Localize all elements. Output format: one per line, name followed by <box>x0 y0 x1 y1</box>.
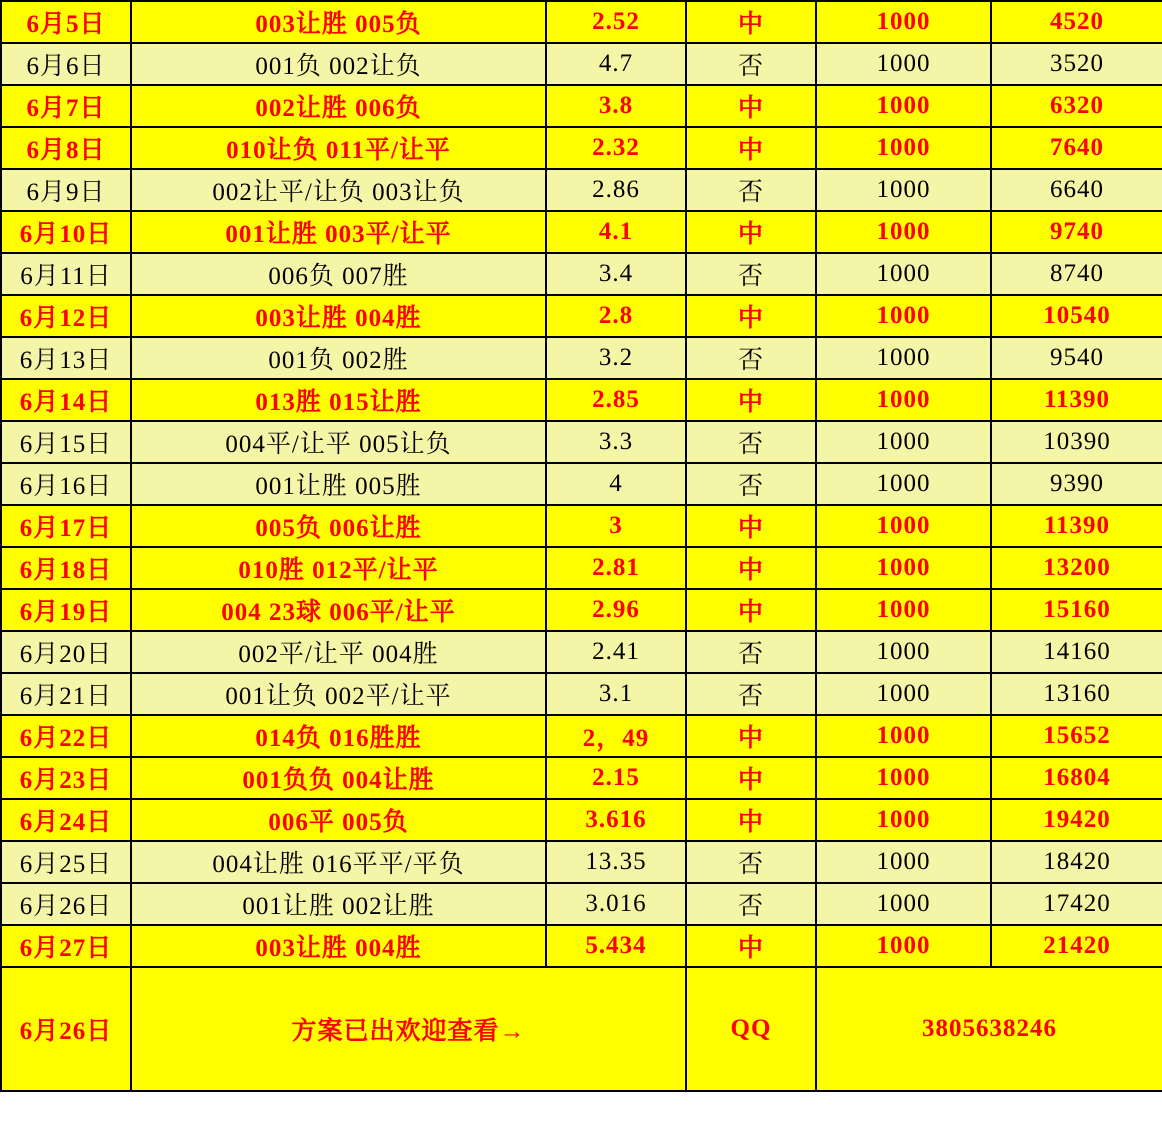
cell-date: 6月14日 <box>1 379 131 421</box>
table-row <box>1 925 1162 967</box>
cell-pick: 001让负 002平/让平 <box>131 673 546 715</box>
cell-profit: 9740 <box>991 211 1162 253</box>
table-row <box>1 1 1162 43</box>
cell-odds: 2.41 <box>546 631 686 673</box>
table-row <box>1 505 1162 547</box>
cell-date: 6月26日 <box>1 883 131 925</box>
promo-qq-number[interactable]: 3805638246 <box>816 967 1162 1091</box>
table-row <box>1 337 1162 379</box>
cell-stake: 1000 <box>816 757 991 799</box>
cell-profit: 18420 <box>991 841 1162 883</box>
table-row <box>1 547 1162 589</box>
cell-date: 6月5日 <box>1 1 131 43</box>
cell-stake: 1000 <box>816 295 991 337</box>
cell-odds: 2.96 <box>546 589 686 631</box>
cell-pick: 010胜 012平/让平 <box>131 547 546 589</box>
cell-stake: 1000 <box>816 127 991 169</box>
cell-odds: 2.8 <box>546 295 686 337</box>
cell-odds: 2.85 <box>546 379 686 421</box>
promo-row <box>1 967 1162 1091</box>
cell-odds: 3.016 <box>546 883 686 925</box>
cell-date: 6月20日 <box>1 631 131 673</box>
cell-hit: 中 <box>686 1 816 43</box>
table-row <box>1 253 1162 295</box>
cell-stake: 1000 <box>816 547 991 589</box>
cell-profit: 11390 <box>991 505 1162 547</box>
cell-date: 6月6日 <box>1 43 131 85</box>
cell-stake: 1000 <box>816 799 991 841</box>
cell-hit: 中 <box>686 211 816 253</box>
cell-date: 6月22日 <box>1 715 131 757</box>
cell-profit: 10540 <box>991 295 1162 337</box>
cell-profit: 6640 <box>991 169 1162 211</box>
cell-pick: 003让胜 004胜 <box>131 295 546 337</box>
cell-odds: 4.7 <box>546 43 686 85</box>
cell-stake: 1000 <box>816 337 991 379</box>
cell-pick: 004让胜 016平平/平负 <box>131 841 546 883</box>
cell-pick: 002让平/让负 003让负 <box>131 169 546 211</box>
cell-odds: 2，49 <box>546 715 686 757</box>
cell-odds: 2.52 <box>546 1 686 43</box>
cell-profit: 15160 <box>991 589 1162 631</box>
cell-odds: 4.1 <box>546 211 686 253</box>
cell-hit: 否 <box>686 253 816 295</box>
promo-message[interactable]: 方案已出欢迎查看→ <box>131 967 686 1091</box>
cell-odds: 3.4 <box>546 253 686 295</box>
cell-profit: 13160 <box>991 673 1162 715</box>
cell-date: 6月25日 <box>1 841 131 883</box>
cell-date: 6月16日 <box>1 463 131 505</box>
cell-pick: 003让胜 004胜 <box>131 925 546 967</box>
table-row <box>1 715 1162 757</box>
cell-pick: 001让胜 002让胜 <box>131 883 546 925</box>
table-row <box>1 799 1162 841</box>
cell-date: 6月17日 <box>1 505 131 547</box>
cell-hit: 否 <box>686 673 816 715</box>
cell-hit: 否 <box>686 169 816 211</box>
table-row <box>1 295 1162 337</box>
cell-hit: 否 <box>686 841 816 883</box>
cell-hit: 否 <box>686 883 816 925</box>
table-row <box>1 43 1162 85</box>
cell-odds: 4 <box>546 463 686 505</box>
cell-pick: 004 23球 006平/让平 <box>131 589 546 631</box>
table-row <box>1 841 1162 883</box>
cell-hit: 中 <box>686 589 816 631</box>
cell-profit: 3520 <box>991 43 1162 85</box>
cell-profit: 4520 <box>991 1 1162 43</box>
cell-date: 6月12日 <box>1 295 131 337</box>
cell-profit: 8740 <box>991 253 1162 295</box>
cell-hit: 中 <box>686 925 816 967</box>
cell-stake: 1000 <box>816 589 991 631</box>
cell-hit: 否 <box>686 631 816 673</box>
cell-odds: 2.81 <box>546 547 686 589</box>
table-row <box>1 85 1162 127</box>
table-body <box>1 1 1162 1091</box>
cell-stake: 1000 <box>816 673 991 715</box>
cell-odds: 3.3 <box>546 421 686 463</box>
cell-pick: 002让胜 006负 <box>131 85 546 127</box>
cell-profit: 7640 <box>991 127 1162 169</box>
cell-stake: 1000 <box>816 211 991 253</box>
cell-date: 6月8日 <box>1 127 131 169</box>
cell-odds: 3 <box>546 505 686 547</box>
table-row <box>1 589 1162 631</box>
cell-profit: 16804 <box>991 757 1162 799</box>
cell-stake: 1000 <box>816 925 991 967</box>
cell-date: 6月21日 <box>1 673 131 715</box>
table-row <box>1 421 1162 463</box>
cell-profit: 6320 <box>991 85 1162 127</box>
cell-stake: 1000 <box>816 1 991 43</box>
cell-profit: 14160 <box>991 631 1162 673</box>
cell-odds: 13.35 <box>546 841 686 883</box>
cell-odds: 3.8 <box>546 85 686 127</box>
cell-date: 6月13日 <box>1 337 131 379</box>
cell-stake: 1000 <box>816 883 991 925</box>
cell-profit: 9540 <box>991 337 1162 379</box>
cell-hit: 中 <box>686 379 816 421</box>
cell-stake: 1000 <box>816 631 991 673</box>
cell-date: 6月11日 <box>1 253 131 295</box>
cell-pick: 001负负 004让胜 <box>131 757 546 799</box>
cell-stake: 1000 <box>816 505 991 547</box>
cell-profit: 15652 <box>991 715 1162 757</box>
cell-odds: 2.15 <box>546 757 686 799</box>
promo-date: 6月26日 <box>1 967 131 1091</box>
cell-hit: 中 <box>686 547 816 589</box>
cell-date: 6月9日 <box>1 169 131 211</box>
cell-hit: 否 <box>686 463 816 505</box>
cell-hit: 中 <box>686 127 816 169</box>
cell-date: 6月7日 <box>1 85 131 127</box>
cell-stake: 1000 <box>816 463 991 505</box>
cell-profit: 10390 <box>991 421 1162 463</box>
table-row <box>1 379 1162 421</box>
cell-pick: 001让胜 003平/让平 <box>131 211 546 253</box>
cell-stake: 1000 <box>816 43 991 85</box>
cell-profit: 9390 <box>991 463 1162 505</box>
cell-date: 6月23日 <box>1 757 131 799</box>
cell-date: 6月10日 <box>1 211 131 253</box>
table-row <box>1 883 1162 925</box>
table-row <box>1 463 1162 505</box>
cell-hit: 中 <box>686 715 816 757</box>
cell-stake: 1000 <box>816 379 991 421</box>
cell-hit: 中 <box>686 505 816 547</box>
cell-odds: 3.1 <box>546 673 686 715</box>
cell-hit: 否 <box>686 43 816 85</box>
cell-pick: 010让负 011平/让平 <box>131 127 546 169</box>
table-row <box>1 631 1162 673</box>
cell-odds: 3.616 <box>546 799 686 841</box>
cell-pick: 003让胜 005负 <box>131 1 546 43</box>
cell-hit: 中 <box>686 799 816 841</box>
table-row <box>1 169 1162 211</box>
cell-pick: 014负 016胜胜 <box>131 715 546 757</box>
cell-stake: 1000 <box>816 85 991 127</box>
cell-odds: 2.32 <box>546 127 686 169</box>
cell-profit: 21420 <box>991 925 1162 967</box>
cell-profit: 13200 <box>991 547 1162 589</box>
cell-date: 6月24日 <box>1 799 131 841</box>
table-row <box>1 211 1162 253</box>
cell-odds: 5.434 <box>546 925 686 967</box>
cell-profit: 11390 <box>991 379 1162 421</box>
cell-stake: 1000 <box>816 715 991 757</box>
cell-profit: 19420 <box>991 799 1162 841</box>
cell-date: 6月18日 <box>1 547 131 589</box>
cell-pick: 004平/让平 005让负 <box>131 421 546 463</box>
cell-pick: 005负 006让胜 <box>131 505 546 547</box>
cell-stake: 1000 <box>816 169 991 211</box>
cell-stake: 1000 <box>816 841 991 883</box>
table-row <box>1 673 1162 715</box>
cell-hit: 中 <box>686 757 816 799</box>
cell-pick: 013胜 015让胜 <box>131 379 546 421</box>
cell-pick: 001负 002让负 <box>131 43 546 85</box>
cell-odds: 2.86 <box>546 169 686 211</box>
cell-pick: 006负 007胜 <box>131 253 546 295</box>
cell-date: 6月27日 <box>1 925 131 967</box>
cell-stake: 1000 <box>816 421 991 463</box>
cell-hit: 中 <box>686 295 816 337</box>
cell-pick: 001负 002胜 <box>131 337 546 379</box>
table-row <box>1 127 1162 169</box>
cell-date: 6月15日 <box>1 421 131 463</box>
cell-hit: 中 <box>686 85 816 127</box>
cell-pick: 002平/让平 004胜 <box>131 631 546 673</box>
promo-qq-label: QQ <box>686 967 816 1091</box>
cell-hit: 否 <box>686 421 816 463</box>
cell-date: 6月19日 <box>1 589 131 631</box>
cell-pick: 001让胜 005胜 <box>131 463 546 505</box>
table-row <box>1 757 1162 799</box>
cell-odds: 3.2 <box>546 337 686 379</box>
cell-pick: 006平 005负 <box>131 799 546 841</box>
cell-hit: 否 <box>686 337 816 379</box>
cell-stake: 1000 <box>816 253 991 295</box>
cell-profit: 17420 <box>991 883 1162 925</box>
